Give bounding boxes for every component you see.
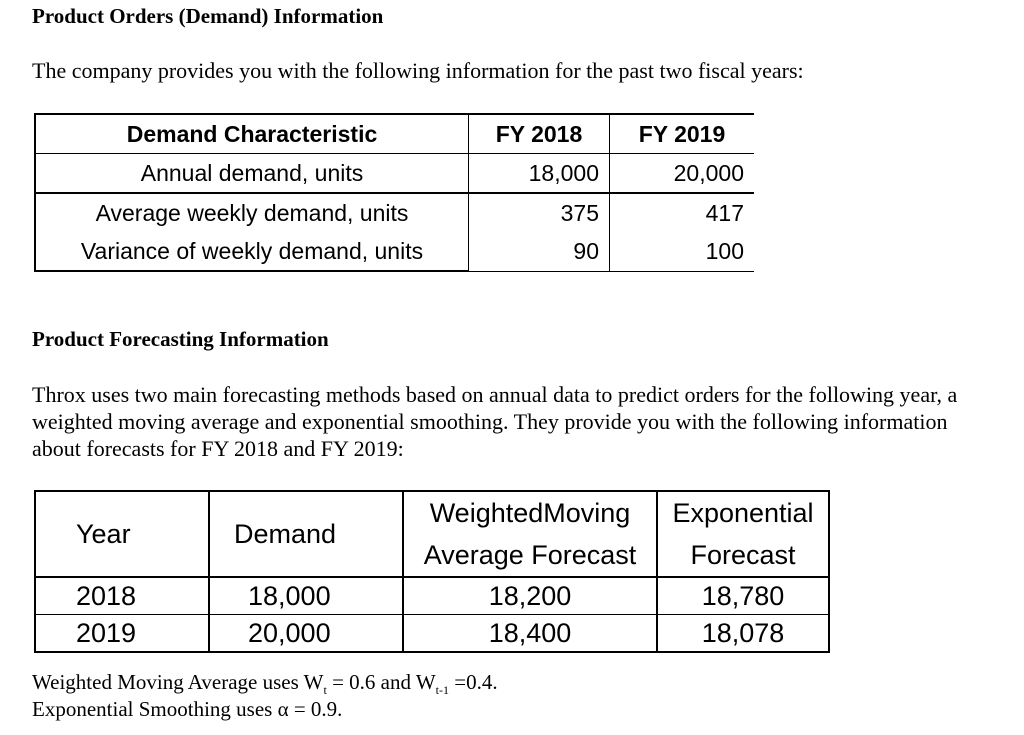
header-demand-characteristic: Demand Characteristic (35, 114, 469, 154)
table-row (35, 232, 754, 271)
header-fy2018: FY 2018 (469, 114, 610, 154)
row-label: Average weekly demand, units (35, 193, 469, 232)
header-demand: Demand (209, 491, 403, 577)
cell-exp-forecast: 18,780 (657, 577, 829, 615)
cell-wma-forecast: 18,200 (403, 577, 657, 615)
section-heading-forecasting: Product Forecasting Information (32, 327, 329, 351)
row-label: Variance of weekly demand, units (35, 232, 469, 271)
cell-demand: 20,000 (209, 615, 403, 653)
header-exp-line1: Exponential (672, 498, 814, 528)
cell-fy2019: 100 (610, 232, 755, 271)
cell-fy2019: 417 (705, 199, 744, 226)
note-wma-sub-t: t (323, 683, 327, 698)
table-row (35, 577, 829, 615)
forecast-table (34, 490, 830, 653)
header-year: Year (35, 491, 209, 577)
note-wma-prefix: Weighted Moving Average uses W (32, 670, 324, 694)
header-wma-line2: Average Forecast (423, 540, 637, 570)
header-exp-line2: Forecast (690, 540, 796, 570)
table-row (35, 193, 754, 232)
cell-wma-forecast: 18,400 (403, 615, 657, 653)
note-wma-mid: = 0.6 and W (326, 670, 436, 694)
section-intro-demand: The company provides you with the following information for the past two fiscal years: (32, 58, 804, 83)
cell-fy2018: 18,000 (469, 154, 610, 194)
cell-year: 2018 (35, 577, 209, 615)
cell-fy2019: 20,000 (610, 154, 755, 194)
cell-fy2018: 90 (469, 232, 610, 271)
cell-year: 2019 (35, 615, 209, 653)
cell-demand: 18,000 (209, 577, 403, 615)
note-exp-alpha: Exponential Smoothing uses α = 0.9. (32, 697, 343, 721)
note-wma-weights (32, 670, 498, 698)
table-header-row (35, 491, 829, 577)
header-wma-forecast (403, 491, 657, 577)
demand-table (34, 113, 754, 272)
section-intro-forecasting: Throx uses two main forecasting methods based on annual data to predict orders for the following year, a weighted moving average and exponential smoothing. They provide you with the following information about forecasts for FY 2018 and FY 2019: (32, 382, 958, 461)
section-heading-demand: Product Orders (Demand) Information (32, 4, 384, 28)
note-wma-suffix: =0.4. (449, 670, 498, 694)
header-wma-line1: WeightedMoving (429, 498, 631, 528)
cell-fy2018: 375 (469, 193, 610, 232)
row-label: Annual demand, units (35, 154, 469, 194)
table-row (35, 154, 754, 194)
header-fy2019: FY 2019 (610, 114, 755, 154)
header-exp-forecast (657, 491, 829, 577)
note-wma-sub-t-1: t-1 (435, 683, 450, 698)
table-header-row (35, 114, 754, 154)
cell-exp-forecast: 18,078 (657, 615, 829, 653)
table-row (35, 615, 829, 653)
